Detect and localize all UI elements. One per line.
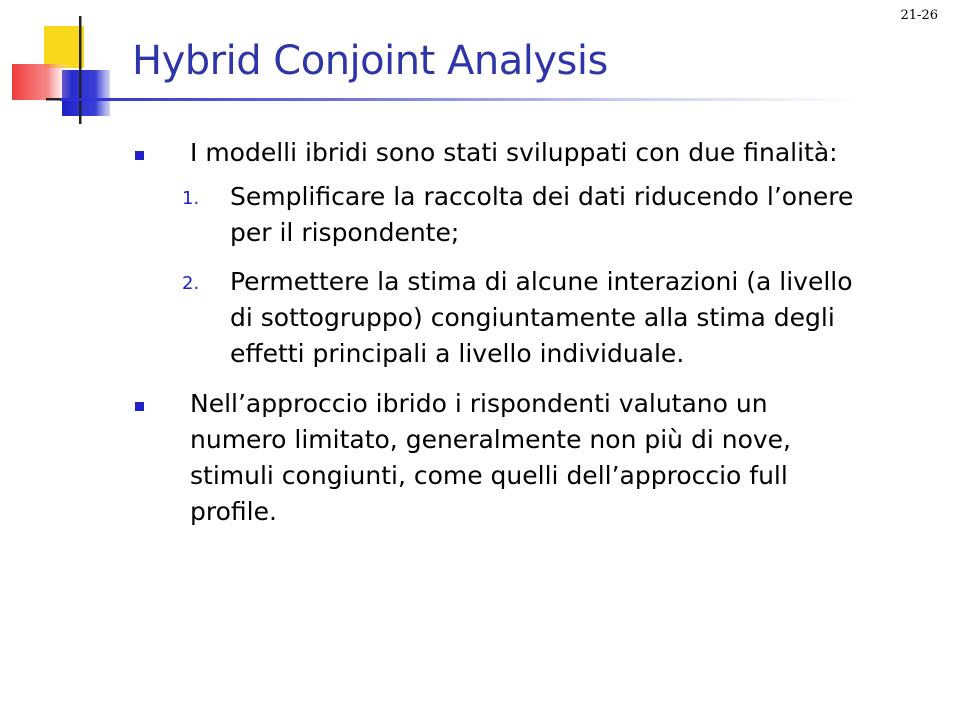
bullet-text: numero limitato, generalmente non più di nove, (190, 425, 791, 454)
slide-number: 21-26 (900, 8, 938, 23)
bullet-text: I modelli ibridi sono stati sviluppati con due finalità: (190, 138, 838, 167)
sub-item-text: Semplificare la raccolta dei dati riducendo l’onere (230, 182, 854, 211)
sub-item-text: per il rispondente; (230, 218, 460, 247)
bullet-text: profile. (190, 497, 277, 526)
bullet-marker (135, 402, 144, 411)
sub-item-number: 2. (182, 273, 200, 294)
sub-item-text: effetti principali a livello individuale. (230, 339, 685, 368)
sub-item-number: 1. (182, 188, 200, 209)
slide-title: Hybrid Conjoint Analysis (132, 38, 608, 84)
sub-item-text: Permettere la stima di alcune interazioni (a livello (230, 267, 853, 296)
sub-item-text: di sottogruppo) congiuntamente alla stima degli (230, 303, 835, 332)
bullet-text: stimuli congiunti, come quelli dell’approccio full (190, 461, 788, 490)
bullet-text: Nell’approccio ibrido i rispondenti valutano un (190, 389, 768, 418)
bullet-marker (135, 151, 144, 160)
